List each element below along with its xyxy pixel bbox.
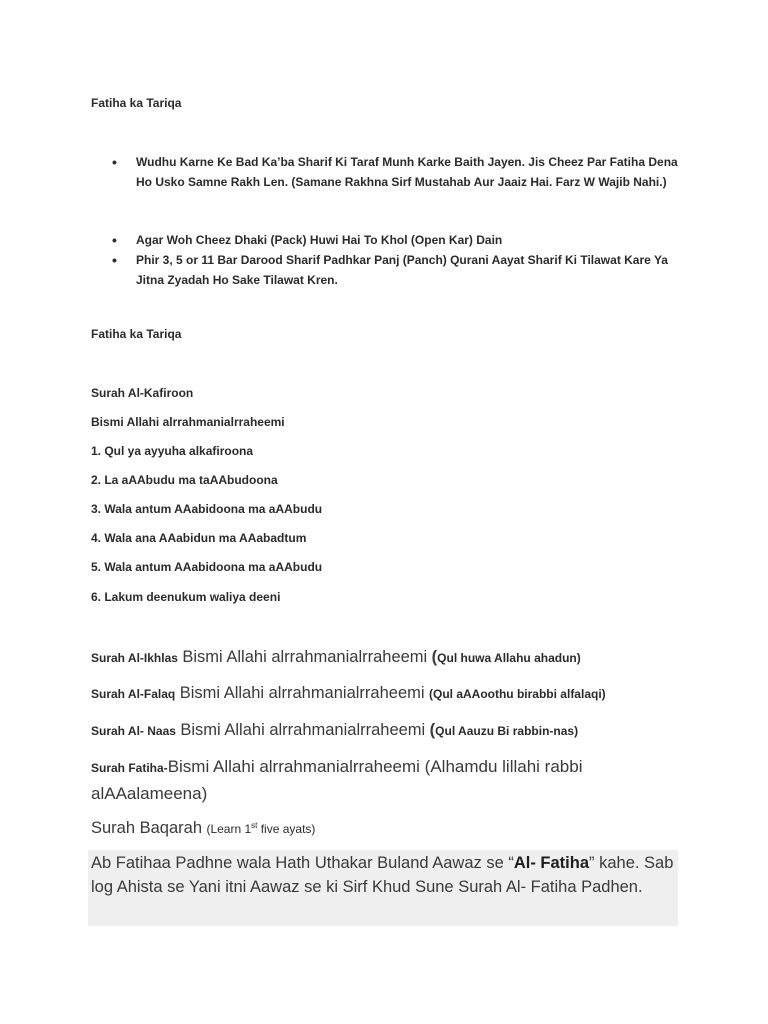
verse-text: (Qul aAAoothu birabbi alfalaqi) [428, 687, 606, 701]
instruction-list-2 [112, 230, 682, 290]
bismillah-text: Bismi Allahi alrrahmanialrraheemi [180, 721, 426, 739]
surah-fatiha-line [91, 757, 582, 777]
verse-line: 4. Wala ana AAabidun ma AAabadtum [91, 531, 307, 545]
list-item: • Agar Woh Cheez Dhaki (Pack) Huwi Hai To Khol (Open Kar) Dain [112, 230, 682, 250]
list-item: • Wudhu Karne Ke Bad Ka’ba Sharif Ki Taraf Munh Karke Baith Jayen. Jis Cheez Par Fatiha Dena Ho Usko Samne Rakh Len. (Samane Rakhna Sirf Mustahab Aur Jaaiz Hai. Farz W Wajib Nahi.) [112, 152, 682, 192]
open-paren: ( [431, 648, 438, 666]
surah-name: Surah Baqarah [91, 819, 202, 837]
surah-fatiha-continuation: alAAalameena) [91, 784, 208, 803]
list-item: • Phir 3, 5 or 11 Bar Darood Sharif Padhkar Panj (Panch) Qurani Aayat Sharif Ki Tilawat Kare Ya Jitna Zyadah Ho Sake Tilawat Kren. [112, 250, 682, 290]
instruction-list-1 [112, 152, 682, 192]
surah-naas-line [91, 721, 578, 740]
learn-note: (Learn 1st five ayats) [206, 821, 316, 836]
surah-name: Surah Al-Falaq [91, 687, 176, 701]
surah-ikhlas-line [91, 648, 581, 667]
surah-name: Surah Al-Ikhlas [91, 651, 178, 665]
bismillah-line: Bismi Allahi alrrahmanialrraheemi [91, 415, 285, 429]
open-paren: ( [429, 721, 436, 739]
surah-name: Surah Al- Naas [91, 724, 176, 738]
bismillah-text: Bismi Allahi alrrahmanialrraheemi (Alhamdu lillahi rabbi [167, 757, 583, 776]
bismillah-text: Bismi Allahi alrrahmanialrraheemi [179, 684, 425, 702]
verse-line: 3. Wala antum AAabidoona ma aAAbudu [91, 502, 323, 516]
section-title: Fatiha ka Tariqa [91, 327, 182, 341]
surah-baqarah-line [91, 819, 315, 838]
page-title: Fatiha ka Tariqa [91, 96, 182, 110]
emphasis-text: Al- Fatiha [513, 854, 590, 872]
highlighted-paragraph: Ab Fatihaa Padhne wala Hath Uthakar Buland Aawaz se “Al- Fatiha” kahe. Sab log Ahista se Yani itni Aawaz se ki Sirf Khud Sune Surah Al- Fatiha Padhen. [91, 854, 674, 896]
surah-falaq-line [91, 684, 606, 703]
surah-kafiroon-heading: Surah Al-Kafiroon [91, 386, 194, 400]
surah-name: Surah Fatiha- [91, 761, 168, 775]
verse-line: 6. Lakum deenukum waliya deeni [91, 590, 281, 604]
verse-text: Qul Aauzu Bi rabbin-nas) [435, 724, 579, 738]
bismillah-text: Bismi Allahi alrrahmanialrraheemi [182, 648, 428, 666]
verse-line: 1. Qul ya ayyuha alkafiroona [91, 444, 254, 458]
verse-line: 5. Wala antum AAabidoona ma aAAbudu [91, 560, 323, 574]
verse-text: Qul huwa Allahu ahadun) [437, 651, 581, 665]
verse-line: 2. La aAAbudu ma taAAbudoona [91, 473, 278, 487]
